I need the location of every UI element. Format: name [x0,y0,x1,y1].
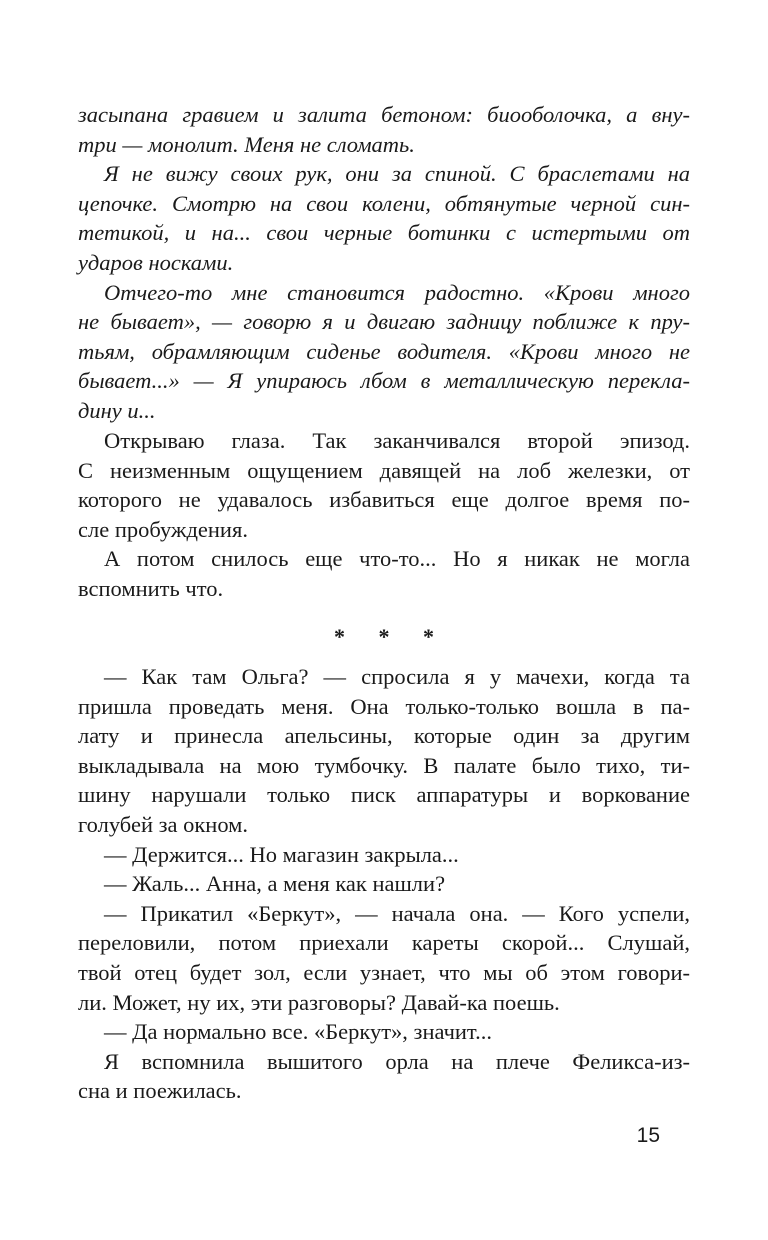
text-line: А потом снилось еще что-то... Но я никак не могла [104,546,690,572]
section-separator: * * * [334,624,448,649]
text-line: три — монолит. Меня не сломать. [78,131,415,157]
text-line: — Да нормально все. «Беркут», значит... [104,1019,492,1045]
text-line: которого не удавалось избавиться еще долгое время по- [78,487,690,513]
dialogue-passage [78,662,690,1106]
text-line: голубей за окном. [78,811,249,837]
text-line: бывает...» — Я упираюсь лбом в металлическую перекла- [78,368,690,394]
text-line: тьям, обрамляющим сиденье водителя. «Крови много не [78,338,690,364]
text-line: — Держится... Но магазин закрыла... [104,841,459,867]
text-line: сна и поежилась. [78,1078,242,1104]
text-line: — Как там Ольга? — спросила я у мачехи, когда та [104,664,690,689]
text-line: Открываю глаза. Так заканчивался второй эпизод. [104,428,690,453]
italic-passage [78,100,690,426]
text-line: ударов носками. [78,249,234,275]
text-line: переловили, потом приехали кареты скорой... Слушай, [78,930,690,956]
text-line: Я вспомнила вышитого орла на плече Феликса-из- [104,1048,690,1074]
text-line: — Прикатил «Беркут», — начала она. — Кого успели, [104,900,690,926]
text-line: лату и принесла апельсины, которые один за другим [78,723,690,749]
text-line: не бывает», — говорю я и двигаю задницу поближе к пру- [78,309,690,335]
text-line: цепочке. Смотрю на свои колени, обтянутые черной син- [78,190,690,216]
page-number: 15 [636,1124,660,1147]
text-line: тетикой, и на... свои черные ботинки с истертыми от [78,220,690,246]
text-line: дину и... [78,397,156,423]
text-line: — Жаль... Анна, а меня как нашли? [104,871,446,897]
text-line: Я не вижу своих рук, они за спиной. С браслетами на [104,161,690,187]
text-line: засыпана гравием и залита бетоном: биооболочка, а вну- [78,102,690,127]
narration-passage [78,426,690,604]
text-line: Отчего-то мне становится радостно. «Крови много [104,279,690,305]
text-line: сле пробуждения. [78,516,248,542]
text-line: шину нарушали только писк аппаратуры и воркование [78,782,690,808]
text-line: вспомнить что. [78,575,224,601]
text-line: С неизменным ощущением давящей на лоб железки, от [78,457,690,483]
text-line: твой отец будет зол, если узнает, что мы об этом говори- [78,959,690,985]
text-line: пришла проведать меня. Она только-только вошла в па- [78,693,690,719]
text-line: ли. Может, ну их, эти разговоры? Давай-ка поешь. [78,989,560,1015]
text-line: выкладывала на мою тумбочку. В палате было тихо, ти- [78,752,690,778]
